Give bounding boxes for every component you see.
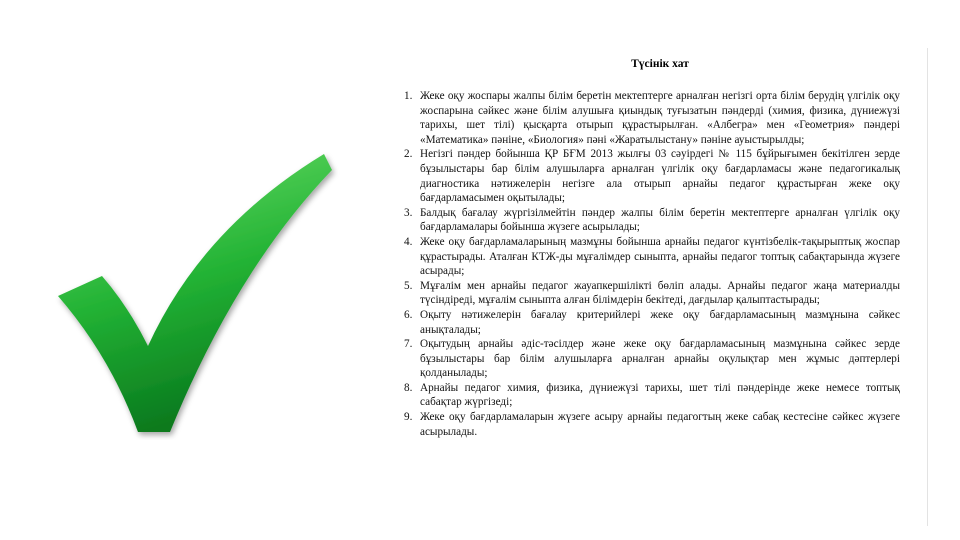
document-image [392,48,928,526]
list-item: 8. Арнайы педагог химия, физика, дүниежүзі тарихы, шет тілі пәндерінде жеке немесе топтық сабақтар жүргізеді; [404,381,900,409]
list-item: 2. Негізгі пәндер бойынша ҚР БҒМ 2013 жылғы 03 сәуірдегі № 115 бұйрығымен бекітілген зерде бұзылыстары бар білім алушыларға арналған үлгілік оқу бағдарламасы және педагогикалық диагностика нәтижелерін негізге ала отырып арнайы педагог құрастырған жеке оқу бағдарламасымен оқытылады; [404,148,900,205]
list-item: 5. Мұғалім мен арнайы педагог жауапкершілікті бөліп алады. Арнайы педагог жаңа материалды түсіндіреді, мұғалім сыныпта алған білімдерін бекітеді, дағдылар қалыптастырады; [404,279,900,307]
list-item: 6. Оқыту нәтижелерін бағалау критерийлері жеке оқу бағдарламасының мазмұнына сәйкес анықталады; [404,308,900,336]
list-item: 1. Жеке оқу жоспары жалпы білім беретін мектептерге арналған негізгі орта білім берудің үлгілік оқу жоспарына сәйкес және білім алушыға қиындық туғызатын пәндерді (химия, физика, дүниежүзі тарихы, шет тілі) қысқарта отырып құрастырылған. «Албегра» мен «Геометрия» пәндері «Математика» пәніне, «Биология» пәні «Жаратылыстану» пәніне ауыстырылды; [404,90,900,146]
list-item: 7. Оқытудың арнайы әдіс-тәсілдер және жеке оқу бағдарламасының мазмұнына сәйкес зерде бұзылыстары бар білім алушыларға арналған арнайы оқулықтар мен жұмыс дәптерлері қолданылады; [404,338,900,380]
list-item: 4. Жеке оқу бағдарламаларының мазмұны бойынша арнайы педагог күнтізбелік-тақырыптық жоспар құрастырады. Аталған КТЖ-ды мұғалімдер сыныпта, арнайы педагог топтық сабақтарында жүзеге асырады; [404,235,900,278]
checkmark-icon [50,150,350,440]
document-list [404,89,900,439]
list-item: 9. Жеке оқу бағдарламаларын жүзеге асыру арнайы педагогтың жеке сабақ кестесіне сәйкес жүзеге асырылады. [404,411,900,438]
document-title: Түсінік хат [631,58,689,70]
list-item: 3. Балдық бағалау жүргізілмейтін пәндер жалпы білім беретін мектептерге арналған үлгілік оқу бағдарламалары бойынша жүзеге асырылады; [404,206,900,234]
